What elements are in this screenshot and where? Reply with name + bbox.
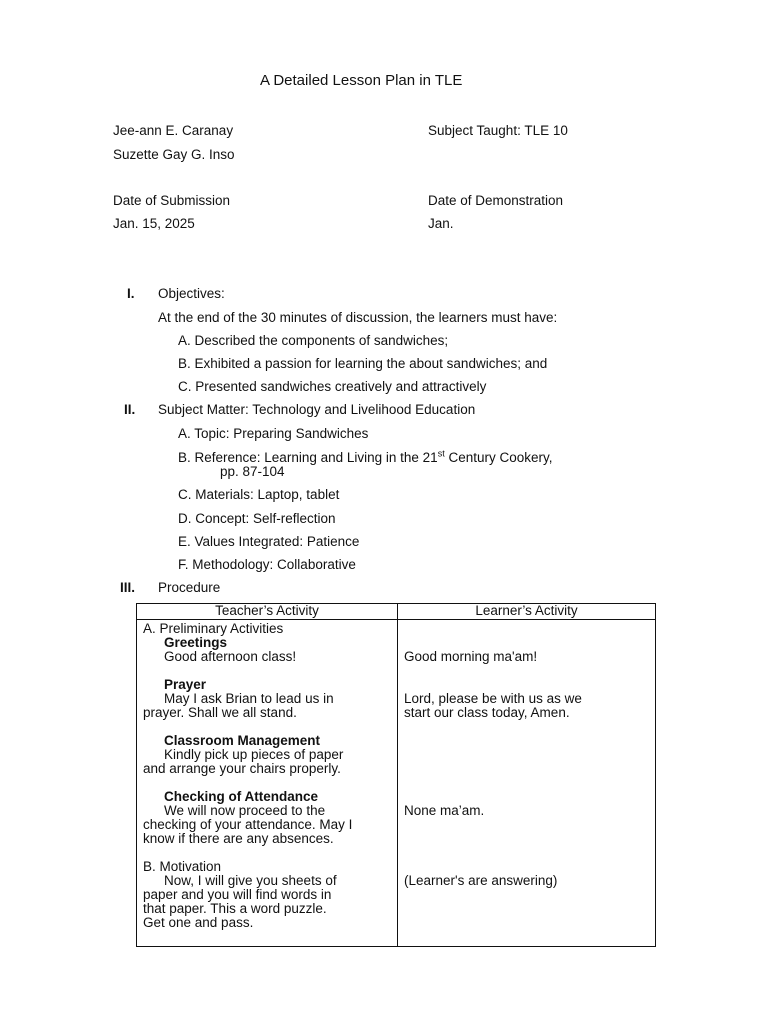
section-3-numeral: III. — [120, 580, 136, 595]
section-2-numeral: II. — [124, 402, 136, 417]
reference-pages: pp. 87-104 — [220, 464, 285, 479]
classroom-management-heading: Classroom Management — [164, 733, 321, 748]
subject-materials: C. Materials: Laptop, tablet — [178, 487, 340, 502]
learner-greeting-response: Good morning ma'am! — [404, 649, 538, 664]
reference-text: B. Reference: Learning and Living in the 21 — [178, 450, 438, 465]
objectives-intro: At the end of the 30 minutes of discussion, the learners must have: — [158, 310, 558, 325]
classroom-management-text: Kindly pick up pieces of paper — [164, 747, 344, 762]
objective-item: B. Exhibited a passion for learning the about sandwiches; and — [178, 356, 548, 371]
objective-item: C. Presented sandwiches creatively and attractively — [178, 379, 487, 394]
subject-concept: D. Concept: Self-reflection — [178, 511, 336, 526]
attendance-heading: Checking of Attendance — [164, 789, 319, 804]
section-3-heading: Procedure — [158, 580, 221, 595]
learner-prayer-response: Lord, please be with us as we — [404, 691, 582, 706]
subject-methodology: F. Methodology: Collaborative — [178, 557, 356, 572]
motivation-heading: B. Motivation — [143, 859, 222, 874]
reference-superscript: st — [437, 448, 445, 459]
attendance-text: know if there are any absences. — [143, 831, 334, 846]
attendance-text: checking of your attendance. May I — [143, 817, 353, 832]
greetings-text: Good afternoon class! — [164, 649, 297, 664]
learner-activity-cell — [398, 620, 656, 947]
prayer-heading: Prayer — [164, 677, 207, 692]
date-demonstration-label: Date of Demonstration — [428, 193, 564, 208]
learner-attendance-response: None ma’am. — [404, 803, 485, 818]
motivation-text: paper and you will find words in — [143, 887, 332, 902]
motivation-text: Now, I will give you sheets of — [164, 873, 337, 888]
table-row — [137, 620, 656, 947]
author-name-1: Jee-ann E. Caranay — [113, 123, 234, 138]
teacher-activity-header: Teacher’s Activity — [137, 604, 398, 620]
prayer-text: prayer. Shall we all stand. — [143, 705, 297, 720]
section-1-heading: Objectives: — [158, 286, 225, 301]
subject-topic: A. Topic: Preparing Sandwiches — [178, 426, 369, 441]
date-submission-label: Date of Submission — [113, 193, 231, 208]
motivation-text: that paper. This a word puzzle. — [143, 901, 327, 916]
subject-taught: Subject Taught: TLE 10 — [428, 123, 568, 138]
table-header-row — [137, 604, 656, 620]
attendance-text: We will now proceed to the — [164, 803, 326, 818]
reference-text-end: Century Cookery, — [444, 450, 553, 465]
section-2-heading: Subject Matter: Technology and Livelihood Education — [158, 402, 476, 417]
objective-item: A. Described the components of sandwiches; — [178, 333, 449, 348]
date-demonstration-value: Jan. — [428, 216, 454, 231]
motivation-text: Get one and pass. — [143, 915, 254, 930]
document-title: A Detailed Lesson Plan in TLE — [260, 72, 463, 89]
learner-motivation-response: (Learner's are answering) — [404, 873, 558, 888]
prayer-text: May I ask Brian to lead us in — [164, 691, 334, 706]
author-name-2: Suzette Gay G. Inso — [113, 147, 235, 162]
teacher-activity-cell — [137, 620, 398, 947]
preliminary-activities: A. Preliminary Activities — [143, 621, 284, 636]
subject-values: E. Values Integrated: Patience — [178, 534, 360, 549]
learner-prayer-response: start our class today, Amen. — [404, 705, 570, 720]
date-submission-value: Jan. 15, 2025 — [113, 216, 195, 231]
procedure-table — [136, 603, 656, 947]
section-1-numeral: I. — [127, 286, 135, 301]
greetings-heading: Greetings — [164, 635, 228, 650]
learner-activity-header: Learner’s Activity — [398, 604, 656, 620]
classroom-management-text: and arrange your chairs properly. — [143, 761, 341, 776]
